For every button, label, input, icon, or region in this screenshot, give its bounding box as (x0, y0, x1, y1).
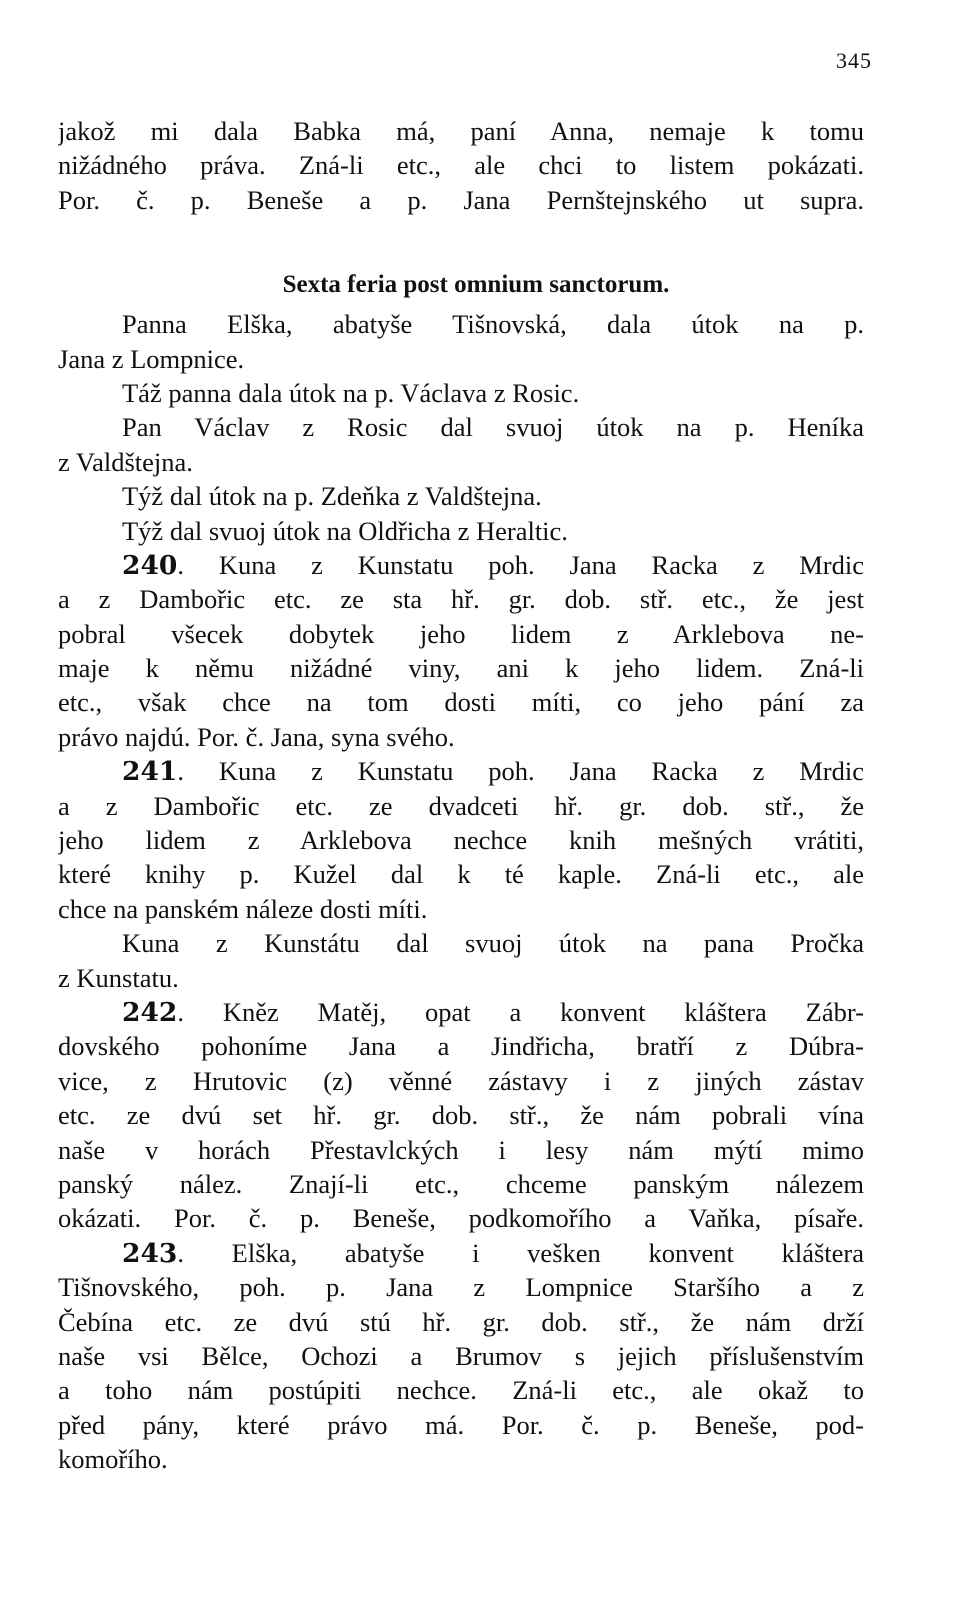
text-line: a z Dambořic etc. ze sta hř. gr. dob. stř. etc., že jest (58, 584, 864, 615)
text-line: které knihy p. Kužel dal k té kaple. Zná-li etc., ale (58, 859, 864, 890)
text-line: etc. ze dvú set hř. gr. dob. stř., že nám pobrali vína (58, 1100, 864, 1131)
text-line: maje k němu nižádné viny, ani k jeho lidem. Zná-li (58, 653, 864, 684)
entry-line (58, 548, 864, 582)
text-line: komořího. (58, 1444, 168, 1475)
entry-line (58, 995, 864, 1029)
text-line: etc., však chce na tom dosti míti, co jeho pání za (58, 687, 864, 718)
text-line: Týž dal svuoj útok na Oldřicha z Heraltic. (122, 515, 568, 546)
text-line: nižádného práva. Zná-li etc., ale chci to listem pokázati. (58, 150, 864, 181)
text-line: a toho nám postúpiti nechce. Zná-li etc., ale okaž to (58, 1375, 864, 1406)
text-line: Týž dal útok na p. Zdeňka z Valdštejna. (122, 481, 542, 512)
text-line: právo najdú. Por. č. Jana, syna svého. (58, 721, 455, 752)
page-body-text (58, 114, 864, 1476)
entry-line (58, 754, 864, 788)
entry-number: 240 (122, 549, 178, 581)
entry-text: . Kněz Matěj, opat a konvent kláštera Zábr- (177, 996, 864, 1027)
text-line: Jana z Lompnice. (58, 343, 245, 374)
text-line: Táž panna dala útok na p. Václava z Rosic. (122, 377, 580, 408)
text-line: naše vsi Bělce, Ochozi a Brumov s jejich příslušenstvím (58, 1340, 864, 1371)
entry-number: 241 (122, 756, 178, 788)
section-heading: Sexta feria post omnium sanctorum. (282, 271, 670, 299)
text-line: jeho lidem z Arklebova nechce knih mešných vrátiti, (58, 825, 864, 856)
text-line: Kuna z Kunstátu dal svuoj útok na pana Pročka (122, 928, 864, 959)
text-line: dovského pohoníme Jana a Jindřicha, bratří z Dúbra- (58, 1031, 864, 1062)
entry-text: . Kuna z Kunstatu poh. Jana Racka z Mrdic (177, 756, 864, 787)
text-line: Pan Václav z Rosic dal svuoj útok na p. Heníka (122, 412, 864, 443)
text-line: pobral všecek dobytek jeho lidem z Arklebova ne- (58, 618, 864, 649)
text-line: z Kunstatu. (58, 962, 179, 993)
entry-number: 243 (122, 1237, 178, 1269)
text-line: okázati. Por. č. p. Beneše, podkomořího a Vaňka, písaře. (58, 1203, 864, 1234)
text-line: naše v horách Přestavlckých i lesy nám mýtí mimo (58, 1134, 864, 1165)
page-number: 345 (836, 48, 872, 73)
text-line: Čebína etc. ze dvú stú hř. gr. dob. stř., že nám drží (58, 1306, 864, 1337)
entry-text: . Elška, abatyše i vešken konvent kláštera (177, 1237, 864, 1268)
text-line: vice, z Hrutovic (z) věnné zástavy i z jiných zástav (58, 1065, 864, 1096)
text-line: z Valdštejna. (58, 446, 193, 477)
text-line: před pány, které právo má. Por. č. p. Beneše, pod- (58, 1409, 864, 1440)
text-line: panský nález. Znají-li etc., chceme panským nálezem (58, 1168, 864, 1199)
text-line: chce na panském náleze dosti míti. (58, 893, 428, 924)
entry-text: . Kuna z Kunstatu poh. Jana Racka z Mrdic (177, 549, 864, 580)
entry-line (58, 1236, 864, 1270)
section-spacer (58, 217, 864, 263)
entry-number: 242 (122, 996, 178, 1028)
text-line: Panna Elška, abatyše Tišnovská, dala útok na p. (122, 309, 864, 340)
text-line: Por. č. p. Beneše a p. Jana Pernštejnského ut supra. (58, 184, 864, 215)
text-line: a z Dambořic etc. ze dvadceti hř. gr. dob. stř., že (58, 790, 864, 821)
text-line: jakož mi dala Babka má, paní Anna, nemaje k tomu (58, 116, 864, 146)
text-line: Tišnovského, poh. p. Jana z Lompnice Staršího a z (58, 1272, 864, 1303)
